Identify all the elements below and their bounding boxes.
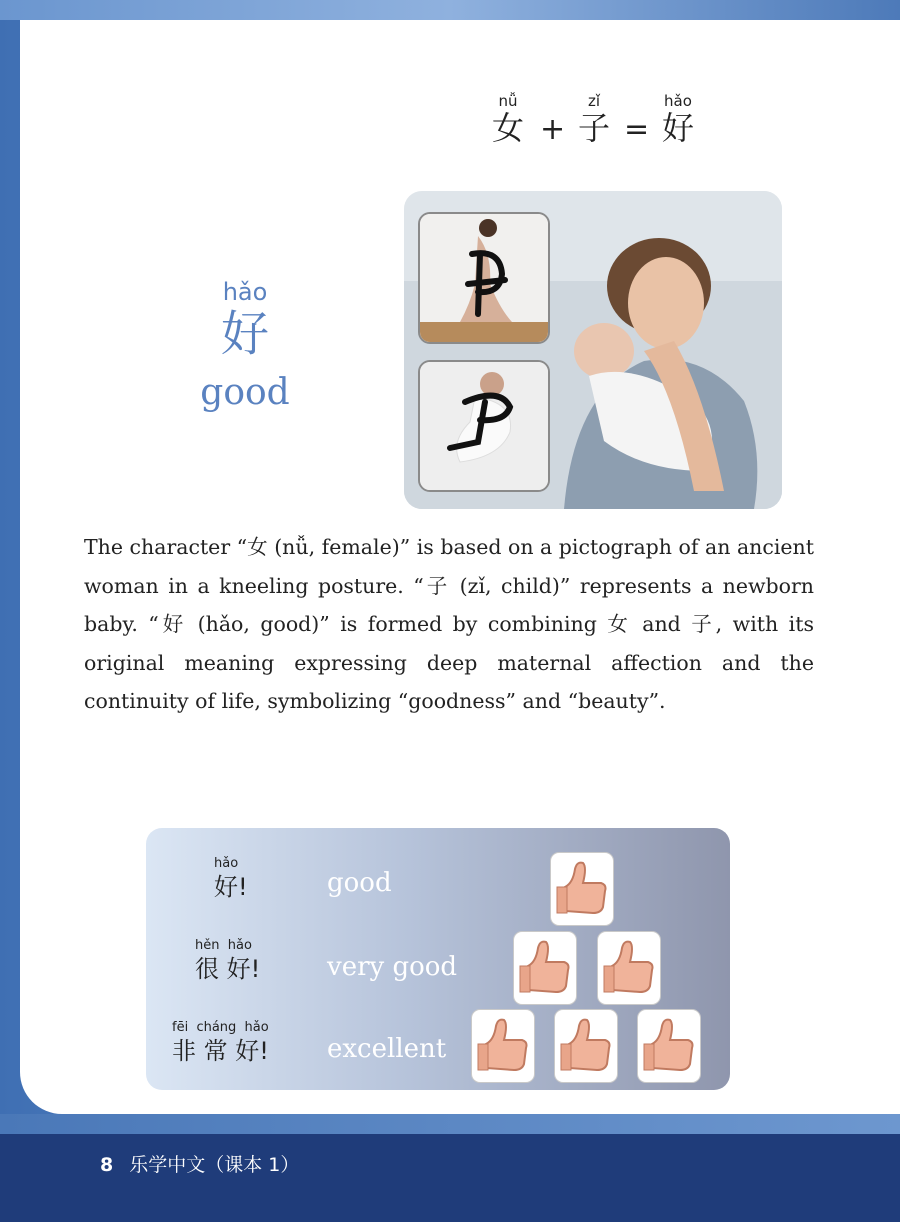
plus-sign: + <box>540 112 566 147</box>
kneeling-woman-photo <box>418 212 550 344</box>
footer <box>0 1134 900 1222</box>
thumbs-up-icon <box>638 1010 700 1082</box>
formula-hanzi: 女 <box>491 109 524 147</box>
character-pinyin: hǎo <box>222 278 268 306</box>
phrase-english: excellent <box>327 1034 447 1064</box>
phrase-english: very good <box>327 952 458 982</box>
phrase-hanzi: 很 好! <box>195 955 261 983</box>
equals-sign: = <box>624 112 650 147</box>
thumbs-up-icon <box>598 932 660 1004</box>
formula-item-hao <box>658 92 698 146</box>
footer-band <box>0 1114 900 1134</box>
newborn-baby-photo <box>418 360 550 492</box>
character-card <box>190 278 300 413</box>
phrase-pinyin: fēi cháng hǎo <box>172 1020 269 1035</box>
character-hanzi: 好 <box>220 306 269 362</box>
thumbs-up-icon <box>551 853 613 925</box>
book-title: 乐学中文（课本 1） <box>129 1154 300 1176</box>
phrase-hanzi: 非 常 好! <box>172 1037 269 1065</box>
formula-hanzi: 子 <box>577 109 610 147</box>
thumbs-up-icon <box>472 1010 534 1082</box>
formula-pinyin: nǚ <box>498 92 518 110</box>
thumbs-up-icon <box>514 932 576 1004</box>
phrase-fei-chang-hao <box>172 1020 269 1066</box>
page-number: 8 <box>100 1154 114 1176</box>
formula-pinyin: hǎo <box>664 92 692 110</box>
kneeling-woman-glyph <box>420 214 548 342</box>
phrase-hao <box>214 856 248 902</box>
formula-pinyin: zǐ <box>587 92 601 110</box>
formula-hanzi: 好 <box>661 109 694 147</box>
formula-item-nv <box>488 92 528 146</box>
explanation-paragraph: The character “女 (nǚ, female)” is based on a pictograph of an ancient woman in a kneeling posture. “子 (zǐ, child)” represents a newborn baby. “好 (hǎo, good)” is formed by combining 女 and 子, with its original meaning expressing deep maternal affection and the continuity of life, symbolizing “goodness” and “beauty”. <box>84 535 814 713</box>
newborn-baby-glyph <box>420 362 548 490</box>
phrase-english: good <box>327 868 392 898</box>
thumbs-up-icon <box>555 1010 617 1082</box>
formula-item-zi <box>574 92 614 146</box>
character-meaning: good <box>200 372 290 413</box>
phrase-pinyin: hǎo <box>214 856 239 871</box>
phrase-pinyin: hěn hǎo <box>195 938 252 953</box>
top-border <box>0 0 900 20</box>
phrase-hanzi: 好! <box>214 873 248 901</box>
phrase-hen-hao <box>195 938 260 984</box>
footer-text <box>100 1150 299 1177</box>
